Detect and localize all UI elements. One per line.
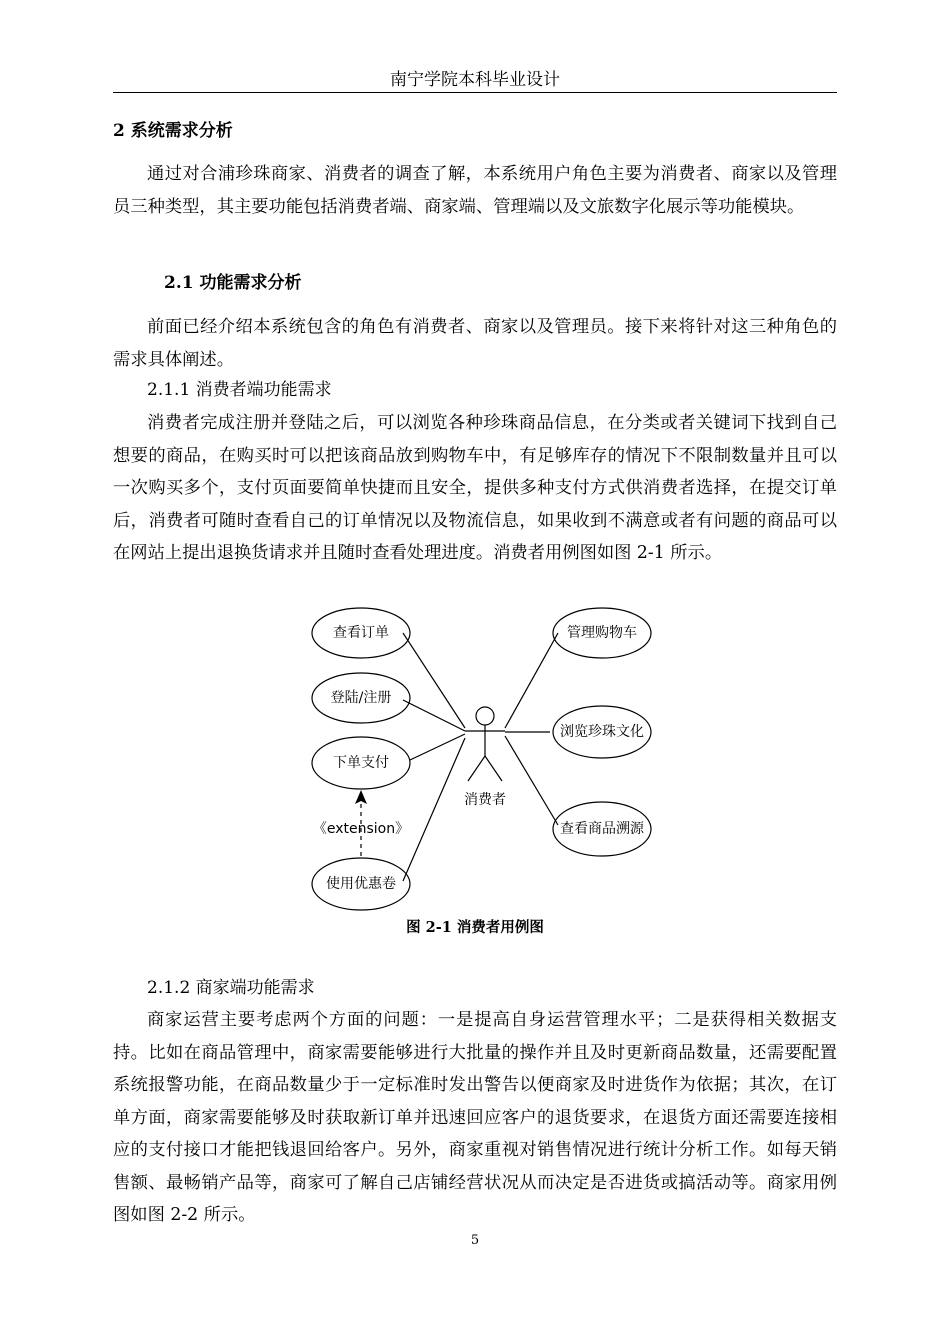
actor-left-leg xyxy=(468,756,485,781)
usecase-culture-label: 浏览珍珠文化 xyxy=(560,724,644,740)
paragraph-2-1: 前面已经介绍本系统包含的角色有消费者、商家以及管理员。接下来将针对这三种角色的需求具体阐述。 xyxy=(113,317,837,370)
paragraph-2-1-1: 消费者完成注册并登陆之后，可以浏览各种珍珠商品信息，在分类或者关键词下找到自己想要的商品，在购买时可以把该商品放到购物车中，有足够库存的情况下不限制数量并且可以一次购买多个，支付页面要简单快捷而且安全，提供多种支付方式供消费者选择，在提交订单后，消费者可随时查看自己的订单情况以及物流信息，如果收到不满意或者有问题的商品可以在网站上提出退换货请求并且随时查看处理进度。消费者用例图如图 2-1 所示。 xyxy=(113,413,837,563)
actor-right-leg xyxy=(485,756,502,781)
consumer-use-case-diagram xyxy=(300,598,660,912)
actor-label: 消费者 xyxy=(464,792,506,808)
link-traceability xyxy=(505,736,558,825)
link-login xyxy=(403,700,465,731)
subsubsection-title-2-1-1: 2.1.1 消费者端功能需求 xyxy=(147,380,332,400)
header-rule xyxy=(113,92,837,93)
extension-label: 《extension》 xyxy=(312,821,410,837)
usecase-coupon-label: 使用优惠卷 xyxy=(326,876,396,892)
page-number: 5 xyxy=(470,1233,480,1248)
page-header: 南宁学院本科毕业设计 xyxy=(390,70,560,90)
section-title: 2 系统需求分析 xyxy=(113,121,233,141)
usecase-login-label: 登陆/注册 xyxy=(330,690,392,706)
link-cart xyxy=(505,633,558,728)
paragraph-2-1-2: 商家运营主要考虑两个方面的问题：一是提高自身运营管理水平；二是获得相关数据支持。比如在商品管理中，商家需要能够进行大批量的操作并且及时更新商品数量，还需要配置系统报警功能，在商品数量少于一定标准时发出警告以便商家及时进货作为依据；其次，在订单方面，商家需要能够及时获取新订单并迅速回应客户的退货要求，在退货方面还需要连接相应的支付接口才能把钱退回给客户。另外，商家重视对销售情况进行统计分析工作。如每天销售额、最畅销产品等，商家可了解自己店铺经营状况从而决定是否进货或搞活动等。商家用例图如图 2-2 所示。 xyxy=(113,1010,837,1225)
actor-head xyxy=(476,707,494,725)
usecase-cart-label: 管理购物车 xyxy=(567,625,637,641)
subsection-title: 2.1 功能需求分析 xyxy=(164,273,302,293)
extension-arrowhead xyxy=(355,790,367,804)
usecase-view-orders-label: 查看订单 xyxy=(333,625,389,641)
subsubsection-title-2-1-2: 2.1.2 商家端功能需求 xyxy=(147,978,315,998)
figure-caption: 图 2-1 消费者用例图 xyxy=(406,919,544,936)
intro-paragraph: 通过对合浦珍珠商家、消费者的调查了解，本系统用户角色主要为消费者、商家以及管理员三种类型，其主要功能包括消费者端、商家端、管理端以及文旅数字化展示等功能模块。 xyxy=(113,164,837,217)
usecase-place-order-label: 下单支付 xyxy=(333,755,389,771)
usecase-traceability-label: 查看商品溯源 xyxy=(560,821,644,837)
link-view-orders xyxy=(403,633,465,728)
